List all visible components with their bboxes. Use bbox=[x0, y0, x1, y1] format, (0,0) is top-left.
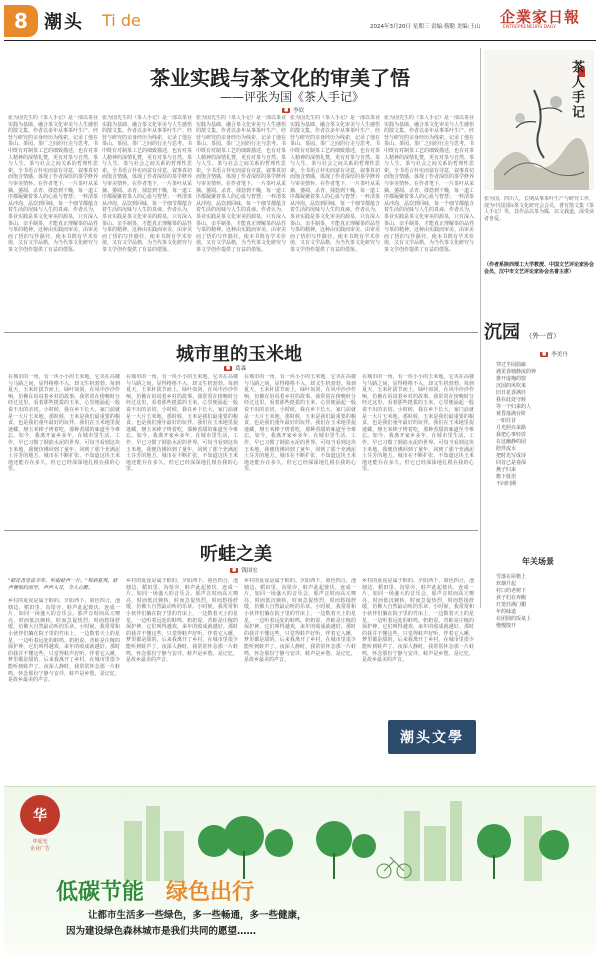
article1-subtitle: ——评张为国《茶人手记》 bbox=[220, 90, 365, 104]
poem-line: 一如往昔 bbox=[496, 418, 517, 424]
ad-logo: 华 bbox=[20, 795, 60, 835]
article2-col2: 在城市的一角，有一块小小的玉米地。它夹在高楼与马路之间，显得格格不入，却又生机勃勃。每到夏天，玉米秆拔节而上，绿叶如剑，在风中沙沙作响，仿佛在诉说着乡村的故事。我常常在傍晚时分经过这里，看着那些挺拔的玉米，心里便涌起一股说不出的亲切。小时候，我在乡下长大，家门前就是一大片玉米地。那时候，玉米是我们最重要的粮食，也是我们童年最好的玩伴。我们在玉米地里捉迷藏，掰玉米棒子烤着吃，那种香甜的味道至今难忘。如今，我离开家乡多年，在城市里生活、工作，早已习惯了钢筋水泥的世界。可每当看到这块玉米地，我便仿佛回到了童年，回到了那个充满泥土芬芳的地方。城市在不断扩张，不知道这块玉米地还能存在多久，但它已经深深地扎根在我的心里。 bbox=[126, 374, 238, 473]
article1-title: 茶业实践与茶文化的审美了悟 bbox=[150, 66, 410, 90]
column-stamp: 潮头文學 bbox=[388, 720, 476, 754]
article1-author: 李钦 bbox=[293, 108, 305, 114]
article2-byline bbox=[224, 364, 246, 372]
poem-line: 推开虚掩的窗 bbox=[496, 376, 527, 382]
poem-line: 不问归期 bbox=[496, 481, 517, 487]
poem-line: 黄昏落满台阶 bbox=[496, 411, 527, 417]
poem-line: 孩子们在奔跑 bbox=[496, 595, 527, 601]
article1-col4: 张为国先生的《茶人手记》是一部以茶业实践为基础、融合茶文化审美与人生感悟的散文集。作者以多年从事茶叶生产、经营与研究的亲身经历为线索，记录了他在茶山、茶园、茶厂之间的行走与思考。书中既有对制茶工艺的细致描述，也有对茶人精神的深情礼赞，更有对茶与自然、茶与人生、茶与社会之间关系的哲理性思索。全书语言朴实而富有诗意，叙事真切而饱含情感，体现了作者深厚的茶学修养与审美情怀。在作者笔下，一片茶叶从采摘、萎凋、杀青、揉捻到干燥，每一道工序都凝聚着茶人的心血与智慧；一杯清茶从冲泡、品饮到回味，每一个细节都蕴含着生活的况味与人生的真谛。作者认为，茶业实践是茶文化审美的源泉，只有深入茶山、亲手制茶，才能真正理解茶的品性与茶的精神。这种由实践而审美、由审美而了悟的写作路径，使本书既有学术价值，又有文学品格，为当代茶文化研究与茶文学创作提供了有益的借鉴。 bbox=[290, 115, 380, 253]
poem-line: 炊烟升起 bbox=[496, 581, 517, 587]
poem-line: 年的味道 bbox=[496, 609, 517, 615]
illustration-caption: 茶人手记 bbox=[569, 60, 584, 120]
poem-author: 李美丹 bbox=[551, 352, 568, 358]
article2-author: 葛森 bbox=[235, 366, 247, 372]
author-tag: ■ bbox=[232, 567, 237, 573]
poem-line: 回首已是春深 bbox=[496, 460, 527, 466]
poem-line: 雪落在屋檐上 bbox=[496, 574, 527, 580]
author-note: （作者系陕西理工大学教授、中国文艺评论家协会会员，汉中市文艺评论家协会名誉主席） bbox=[484, 262, 595, 275]
poem-line: 在团圆的饭桌上 bbox=[496, 616, 532, 622]
poem-line: 把时光写成诗 bbox=[496, 453, 527, 459]
skyline-illustration bbox=[104, 791, 584, 881]
poem-line: 在这幽静的园 bbox=[496, 439, 527, 445]
section-title: 潮头 bbox=[44, 12, 84, 33]
masthead-rule bbox=[4, 40, 596, 41]
section-rule-1 bbox=[4, 332, 478, 333]
article2-col1: 在城市的一角，有一块小小的玉米地。它夹在高楼与马路之间，显得格格不入，却又生机勃勃。每到夏天，玉米秆拔节而上，绿叶如剑，在风中沙沙作响，仿佛在诉说着乡村的故事。我常常在傍晚时分经过这里，看着那些挺拔的玉米，心里便涌起一股说不出的亲切。小时候，我在乡下长大，家门前就是一大片玉米地。那时候，玉米是我们最重要的粮食，也是我们童年最好的玩伴。我们在玉米地里捉迷藏，掰玉米棒子烤着吃，那种香甜的味道至今难忘。如今，我离开家乡多年，在城市里生活、工作，早已习惯了钢筋水泥的世界。可每当看到这块玉米地，我便仿佛回到了童年，回到了那个充满泥土芬芳的地方。城市在不断扩张，不知道这块玉米地还能存在多久，但它已经深深地扎根在我的心里。 bbox=[8, 374, 120, 473]
poem-line: 陪伴流水 bbox=[496, 446, 517, 452]
ad-banner bbox=[4, 786, 596, 953]
poem-line: 灯笼挂满门楣 bbox=[496, 602, 527, 608]
sidebar-divider bbox=[480, 48, 481, 608]
masthead bbox=[0, 0, 600, 44]
article1-col2: 张为国先生的《茶人手记》是一部以茶业实践为基础、融合茶文化审美与人生感悟的散文集。作者以多年从事茶叶生产、经营与研究的亲身经历为线索，记录了他在茶山、茶园、茶厂之间的行走与思考。书中既有对制茶工艺的细致描述，也有对茶人精神的深情礼赞，更有对茶与自然、茶与人生、茶与社会之间关系的哲理性思索。全书语言朴实而富有诗意，叙事真切而饱含情感，体现了作者深厚的茶学修养与审美情怀。在作者笔下，一片茶叶从采摘、萎凋、杀青、揉捻到干燥，每一道工序都凝聚着茶人的心血与智慧；一杯清茶从冲泡、品饮到回味，每一个细节都蕴含着生活的况味与人生的真谛。作者认为，茶业实践是茶文化审美的源泉，只有深入茶山、亲手制茶，才能真正理解茶的品性与茶的精神。这种由实践而审美、由审美而了悟的写作路径，使本书既有学术价值，又有文学品格，为当代茶文化研究与茶文学创作提供了有益的借鉴。 bbox=[102, 115, 192, 253]
author-tag: ■ bbox=[542, 351, 547, 357]
poem-line: 沉园的风吹来 bbox=[496, 383, 527, 389]
article3-author: 钱国宏 bbox=[241, 568, 258, 574]
section-subtitle-en: Ti de bbox=[102, 11, 141, 30]
article3-col3: 乡村的夏夜是属于蛙的。夕阳西下，暮色四合，池塘边、稻田里、沟渠旁，蛙声此起彼伏，连成一片，如同一场盛大的音乐会。那声音时而高亢嘹亮，时而低沉婉转，时而急促热烈，时而悠扬舒缓，仿佛大自然最动听的乐章。小时候，我常常和小伙伴们躺在院子里的竹床上，一边数着天上的星星，一边听着远处的蛙鸣。奶奶说，青蛙是庄稼的保护神，它们叫得越欢，来年的收成就越好。那时的我并不懂这些，只觉得蛙声好听，伴着它入睡，梦里都是甜的。后来我离开了乡村，在城市里很少能听到蛙声了。夜深人静时，我常常怀念那一片蛙鸣，怀念那份宁静与安详。蛙声是乡愁，是记忆，是故乡最美的声音。 bbox=[244, 578, 356, 664]
ad-logo-caption: 华夏光 企业广告 bbox=[29, 839, 50, 852]
paper-name-en: ENTREPRENEURS DAILY bbox=[503, 25, 556, 30]
article3-col1: 乡村的夏夜是属于蛙的。夕阳西下，暮色四合，池塘边、稻田里、沟渠旁，蛙声此起彼伏，连成一片，如同一场盛大的音乐会。那声音时而高亢嘹亮，时而低沉婉转，时而急促热烈，时而悠扬舒缓，仿佛大自然最动听的乐章。小时候，我常常和小伙伴们躺在院子里的竹床上，一边数着天上的星星，一边听着远处的蛙鸣。奶奶说，青蛙是庄稼的保护神，它们叫得越欢，来年的收成就越好。那时的我并不懂这些，只觉得蛙声好听，伴着它入睡，梦里都是甜的。后来我离开了乡村，在城市里很少能听到蛙声了。夜深人静时，我常常怀念那一片蛙鸣，怀念那份宁静与安详。蛙声是乡愁，是记忆，是故乡最美的声音。 bbox=[8, 598, 120, 684]
poem-line: 旧日花香满径 bbox=[496, 390, 527, 396]
ad-line-1: 让都市生活多一些绿色，多一些畅通，多一些健康， bbox=[88, 910, 307, 921]
article3-col2: 乡村的夏夜是属于蛙的。夕阳西下，暮色四合，池塘边、稻田里、沟渠旁，蛙声此起彼伏，连成一片，如同一场盛大的音乐会。那声音时而高亢嘹亮，时而低沉婉转，时而急促热烈，时而悠扬舒缓，仿佛大自然最动听的乐章。小时候，我常常和小伙伴们躺在院子里的竹床上，一边数着天上的星星，一边听着远处的蛙鸣。奶奶说，青蛙是庄稼的保护神，它们叫得越欢，来年的收成就越好。那时的我并不懂这些，只觉得蛙声好听，伴着它入睡，梦里都是甜的。后来我离开了乡村，在城市里很少能听到蛙声了。夜深人静时，我常常怀念那一片蛙鸣，怀念那份宁静与安详。蛙声是乡愁，是记忆，是故乡最美的声音。 bbox=[126, 578, 238, 664]
ad-slogan-orange: 绿色出行 bbox=[166, 880, 255, 905]
poem-line: 我在此处守候 bbox=[496, 397, 527, 403]
article1-byline bbox=[282, 106, 304, 114]
poem-line: 遇见春塘静流的钟 bbox=[496, 369, 537, 375]
ad-slogan-green: 低碳节能 bbox=[56, 880, 145, 905]
article3-quote: "稻花香里说丰年，听取蛙声一片。"每到夏夜，蛙声便如约而至，声声入耳，令人心醉。 bbox=[8, 578, 118, 591]
poem-byline bbox=[540, 350, 568, 358]
poem-line: 檐下低语 bbox=[496, 474, 517, 480]
author-tag: ■ bbox=[284, 107, 289, 113]
article2-title: 城市里的玉米地 bbox=[176, 344, 302, 365]
article2-col4: 在城市的一角，有一块小小的玉米地。它夹在高楼与马路之间，显得格格不入，却又生机勃勃。每到夏天，玉米秆拔节而上，绿叶如剑，在风中沙沙作响，仿佛在诉说着乡村的故事。我常常在傍晚时分经过这里，看着那些挺拔的玉米，心里便涌起一股说不出的亲切。小时候，我在乡下长大，家门前就是一大片玉米地。那时候，玉米是我们最重要的粮食，也是我们童年最好的玩伴。我们在玉米地里捉迷藏，掰玉米棒子烤着吃，那种香甜的味道至今难忘。如今，我离开家乡多年，在城市里生活、工作，早已习惯了钢筋水泥的世界。可每当看到这块玉米地，我便仿佛回到了童年，回到了那个充满泥土芬芳的地方。城市在不断扩张，不知道这块玉米地还能存在多久，但它已经深深地扎根在我的心里。 bbox=[362, 374, 474, 473]
poem-subtitle: （外一首） bbox=[525, 332, 561, 340]
article3-col4: 乡村的夏夜是属于蛙的。夕阳西下，暮色四合，池塘边、稻田里、沟渠旁，蛙声此起彼伏，连成一片，如同一场盛大的音乐会。那声音时而高亢嘹亮，时而低沉婉转，时而急促热烈，时而悠扬舒缓，仿佛大自然最动听的乐章。小时候，我常常和小伙伴们躺在院子里的竹床上，一边数着天上的星星，一边听着远处的蛙鸣。奶奶说，青蛙是庄稼的保护神，它们叫得越欢，来年的收成就越好。那时的我并不懂这些，只觉得蛙声好听，伴着它入睡，梦里都是甜的。后来我离开了乡村，在城市里很少能听到蛙声了。夜深人静时，我常常怀念那一片蛙鸣，怀念那份宁静与安详。蛙声是乡愁，是记忆，是故乡最美的声音。 bbox=[362, 578, 474, 664]
poem-line: 慢慢散开 bbox=[496, 623, 517, 629]
poem-title: 沉园 bbox=[484, 322, 520, 343]
poem-line: 我把心事轻放 bbox=[496, 432, 527, 438]
article1-col5: 张为国先生的《茶人手记》是一部以茶业实践为基础、融合茶文化审美与人生感悟的散文集。作者以多年从事茶叶生产、经营与研究的亲身经历为线索，记录了他在茶山、茶园、茶厂之间的行走与思考。书中既有对制茶工艺的细致描述，也有对茶人精神的深情礼赞，更有对茶与自然、茶与人生、茶与社会之间关系的哲理性思索。全书语言朴实而富有诗意，叙事真切而饱含情感，体现了作者深厚的茶学修养与审美情怀。在作者笔下，一片茶叶从采摘、萎凋、杀青、揉捻到干燥，每一道工序都凝聚着茶人的心血与智慧；一杯清茶从冲泡、品饮到回味，每一个细节都蕴含着生活的况味与人生的真谛。作者认为，茶业实践是茶文化审美的源泉，只有深入茶山、亲手制茶，才能真正理解茶的品性与茶的精神。这种由实践而审美、由审美而了悟的写作路径，使本书既有学术价值，又有文学品格，为当代茶文化研究与茶文学创作提供了有益的借鉴。 bbox=[384, 115, 474, 253]
article3-byline bbox=[230, 566, 258, 574]
poem2-title: 年关场景 bbox=[522, 556, 554, 566]
date-line: 2024年3月20日 星期三 责编:蔡勤 美编:王山 bbox=[370, 24, 481, 30]
sidebar-text: 张为国，四川人，长期从事茶叶生产与研究工作，现为中国国际茶文化研究会会员，著有散文集《茶人手记》等。其作品以茶为媒，以文载道，深受读者喜爱。 bbox=[484, 196, 594, 222]
author-tag: ■ bbox=[226, 365, 231, 371]
poem-title-block bbox=[484, 318, 594, 348]
page-number-badge: 8 bbox=[4, 5, 38, 37]
poem-line: 燕子归来 bbox=[496, 467, 517, 473]
article1-col3: 张为国先生的《茶人手记》是一部以茶业实践为基础、融合茶文化审美与人生感悟的散文集。作者以多年从事茶叶生产、经营与研究的亲身经历为线索，记录了他在茶山、茶园、茶厂之间的行走与思考。书中既有对制茶工艺的细致描述，也有对茶人精神的深情礼赞，更有对茶与自然、茶与人生、茶与社会之间关系的哲理性思索。全书语言朴实而富有诗意，叙事真切而饱含情感，体现了作者深厚的茶学修养与审美情怀。在作者笔下，一片茶叶从采摘、萎凋、杀青、揉捻到干燥，每一道工序都凝聚着茶人的心血与智慧；一杯清茶从冲泡、品饮到回味，每一个细节都蕴含着生活的况味与人生的真谛。作者认为，茶业实践是茶文化审美的源泉，只有深入茶山、亲手制茶，才能真正理解茶的品性与茶的精神。这种由实践而审美、由审美而了悟的写作路径，使本书既有学术价值，又有文学品格，为当代茶文化研究与茶文学创作提供了有益的借鉴。 bbox=[196, 115, 286, 253]
paper-name: 企業家日報 bbox=[500, 8, 581, 26]
article3-title: 听蛙之美 bbox=[200, 544, 272, 565]
poem2-lines bbox=[496, 574, 594, 630]
article2-col3: 在城市的一角，有一块小小的玉米地。它夹在高楼与马路之间，显得格格不入，却又生机勃勃。每到夏天，玉米秆拔节而上，绿叶如剑，在风中沙沙作响，仿佛在诉说着乡村的故事。我常常在傍晚时分经过这里，看着那些挺拔的玉米，心里便涌起一股说不出的亲切。小时候，我在乡下长大，家门前就是一大片玉米地。那时候，玉米是我们最重要的粮食，也是我们童年最好的玩伴。我们在玉米地里捉迷藏，掰玉米棒子烤着吃，那种香甜的味道至今难忘。如今，我离开家乡多年，在城市里生活、工作，早已习惯了钢筋水泥的世界。可每当看到这块玉米地，我便仿佛回到了童年，回到了那个充满泥土芬芳的地方。城市在不断扩张，不知道这块玉米地还能存在多久，但它已经深深地扎根在我的心里。 bbox=[244, 374, 356, 473]
poem-line: 月光照亮来路 bbox=[496, 425, 527, 431]
section-rule-2 bbox=[4, 530, 478, 531]
article1-col1: 张为国先生的《茶人手记》是一部以茶业实践为基础、融合茶文化审美与人生感悟的散文集。作者以多年从事茶叶生产、经营与研究的亲身经历为线索，记录了他在茶山、茶园、茶厂之间的行走与思考。书中既有对制茶工艺的细致描述，也有对茶人精神的深情礼赞，更有对茶与自然、茶与人生、茶与社会之间关系的哲理性思索。全书语言朴实而富有诗意，叙事真切而饱含情感，体现了作者深厚的茶学修养与审美情怀。在作者笔下，一片茶叶从采摘、萎凋、杀青、揉捻到干燥，每一道工序都凝聚着茶人的心血与智慧；一杯清茶从冲泡、品饮到回味，每一个细节都蕴含着生活的况味与人生的真谛。作者认为，茶业实践是茶文化审美的源泉，只有深入茶山、亲手制茶，才能真正理解茶的品性与茶的精神。这种由实践而审美、由审美而了悟的写作路径，使本书既有学术价值，又有文学品格，为当代茶文化研究与茶文学创作提供了有益的借鉴。 bbox=[8, 115, 98, 253]
ad-line-2: 因为建设绿色森林城市是我们共同的愿望…… bbox=[66, 926, 257, 937]
poem-line: 穿过半园曲廊 bbox=[496, 362, 527, 368]
poem-line: 村口的老树下 bbox=[496, 588, 527, 594]
poem-lines bbox=[496, 362, 594, 488]
poem-line: 等一个归来的人 bbox=[496, 404, 532, 410]
